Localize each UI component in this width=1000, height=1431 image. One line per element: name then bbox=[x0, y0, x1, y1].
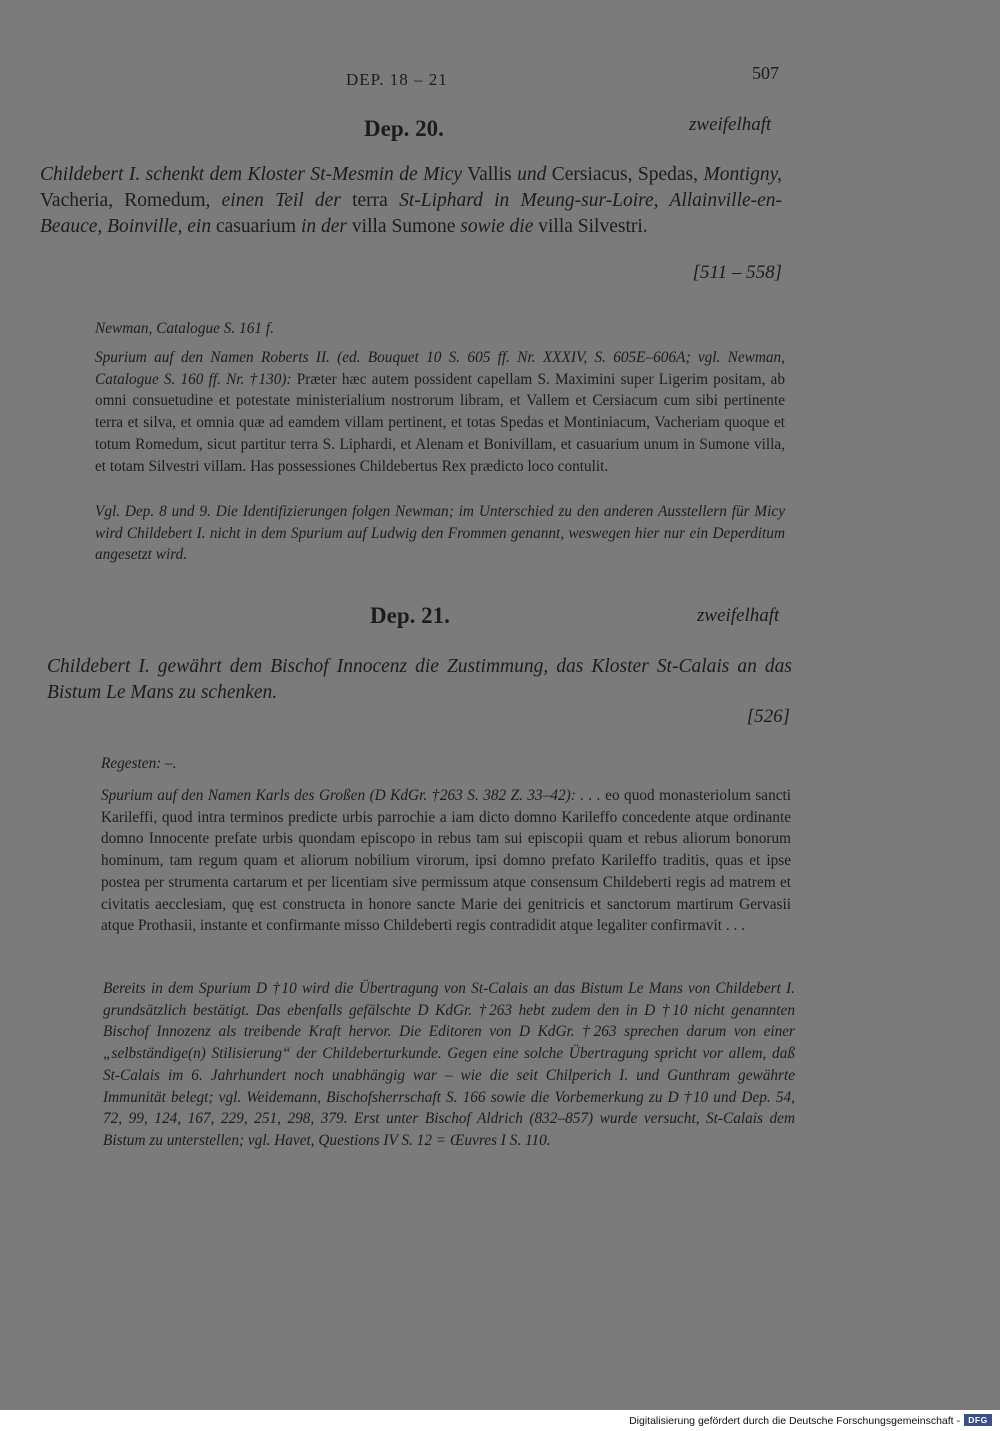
dep20-spurium bbox=[95, 347, 785, 477]
funding-notice: Digitalisierung gefördert durch die Deutsche Forschungsgemeinschaft - bbox=[629, 1415, 960, 1427]
dep21-note: Bereits in dem Spurium D †10 wird die Übertragung von St-Calais an das Bistum Le Mans von Childebert I. grundsätzlich bestätigt. Das ebenfalls gefälschte D KdGr. †263 hebt zudem den in D †10 nicht genannten Bischof Innozenz als treibende Kraft hervor. Die Editoren von D KdGr. †263 sprechen darum von einer „selbständige(n) Stilisierung“ der Childeberturkunde. Gegen eine solche Übertragung spricht vor allem, daß St-Calais im 6. Jahrhundert noch unabhängig war – wie die seit Chilperich I. und Gunthram gewährte Immunität belegt; vgl. Weidemann, Bischofsherrschaft S. 166 sowie die Vorbemerkung zu D †10 und Dep. 54, 72, 99, 124, 167, 229, 251, 298, 379. Erst unter Bischof Aldrich (832–857) wurde versucht, St-Calais dem Bistum zu unterstellen; vgl. Havet, Questions IV S. 12 = Œuvres I S. 110. bbox=[103, 980, 795, 1149]
page-number: 507 bbox=[752, 63, 779, 83]
dep20-date: [511 – 558] bbox=[692, 262, 782, 283]
dfg-logo: DFG bbox=[964, 1414, 992, 1426]
spurium-text: Præter hæc autem possident capellam S. Maximini super Ligerim positam, ab omni consuetudine et potestate ministerialium nostrorum libram, et Vallem et Cersiacum cum sibi pertinente terra et silva, et omnia quæ ad eamdem villam pertinent, et totas Spedas et Montiniacum, Vacheriam quoque et totum Romedum, sicut partitur terra S. Liphardi, et Alenam et Bonivillam, et casuarium unum in Sumone villa, et totam Silvestri villam. Has possessiones Childebertus Rex prædicto loco contulit. bbox=[95, 370, 786, 475]
summary-part: Montigny, bbox=[703, 164, 783, 185]
summary-part: terra bbox=[352, 190, 388, 211]
summary-part: und bbox=[517, 164, 547, 185]
summary-part: Vallis bbox=[467, 164, 512, 185]
dep21-status: zweifelhaft bbox=[697, 605, 780, 626]
dep20-summary bbox=[40, 162, 782, 240]
dep21-title: Dep. 21. bbox=[370, 603, 450, 628]
dep21-regesten: Regesten: –. bbox=[101, 755, 177, 772]
summary-part: St-Liphard in Meung-sur-Loire, Allainville-en-Beauce, Boinville, ein bbox=[40, 190, 783, 237]
dep21-date: [526] bbox=[746, 706, 790, 727]
summary-part: in der bbox=[300, 216, 348, 237]
dep20-status: zweifelhaft bbox=[689, 114, 772, 135]
summary-part: villa Silvestri. bbox=[538, 216, 648, 237]
summary-part: sowie die bbox=[460, 216, 534, 237]
summary-part: Childebert I. schenkt dem Kloster St-Mesmin de Micy bbox=[40, 164, 463, 185]
spurium-label: Spurium auf den Namen Roberts II. (ed. Bouquet 10 S. 605 ff. Nr. XXXIV, S. 605E–606A; vgl. Newman, Catalogue S. 160 ff. Nr. †130): bbox=[95, 349, 785, 388]
spurium-label: Spurium auf den Namen Karls des Großen (D KdGr. †263 S. 382 Z. 33–42): . . . bbox=[101, 787, 601, 804]
dep21-spurium bbox=[101, 785, 791, 937]
summary-part: Cersiacus, Spedas, bbox=[551, 164, 699, 185]
summary-part: Vacheria, Romedum, bbox=[40, 190, 211, 211]
running-head: DEP. 18 – 21 bbox=[346, 70, 448, 89]
summary-part: villa Sumone bbox=[351, 216, 456, 237]
dep20-reference: Newman, Catalogue S. 161 f. bbox=[95, 320, 274, 337]
dep20-title: Dep. 20. bbox=[364, 116, 444, 141]
dep20-note: Vgl. Dep. 8 und 9. Die Identifizierungen folgen Newman; im Unterschied zu den anderen Ausstellern für Micy wird Childebert I. nicht in dem Spurium auf Ludwig den Frommen genannt, weswegen hier nur ein Deperditum angesetzt wird. bbox=[95, 503, 785, 564]
dep21-summary: Childebert I. gewährt dem Bischof Innocenz die Zustimmung, das Kloster St-Calais an das Bistum Le Mans zu schenken. bbox=[47, 656, 792, 703]
summary-part: casuarium bbox=[215, 216, 297, 237]
summary-part: einen Teil der bbox=[221, 190, 341, 211]
spurium-text: eo quod monasteriolum sancti Karileffi, quod intra terminos predicte urbis parrochie a iam dicto domno Karileffo concedente atque ordinante domno Innocente prefate urbis quondam episcopo in rebus tam sui episcopii quam et rebus aliorum bonorum hominum, tam regum quam et aliorum nobilium virorum, ipsi domno prefato Karileffo traditis, quas et ipse postea per strumenta cartarum et per licentiam sive permissum atque consensum Childeberti regis ad matrem et civitatis aecclesiam, quę est constructa in honore sancte Marie dei genitricis et sanctorum martirum Gervasii atque Prothasii, instante et confirmante misso Childeberti regis contradidit atque legaliter confirmavit . . . bbox=[101, 787, 792, 935]
